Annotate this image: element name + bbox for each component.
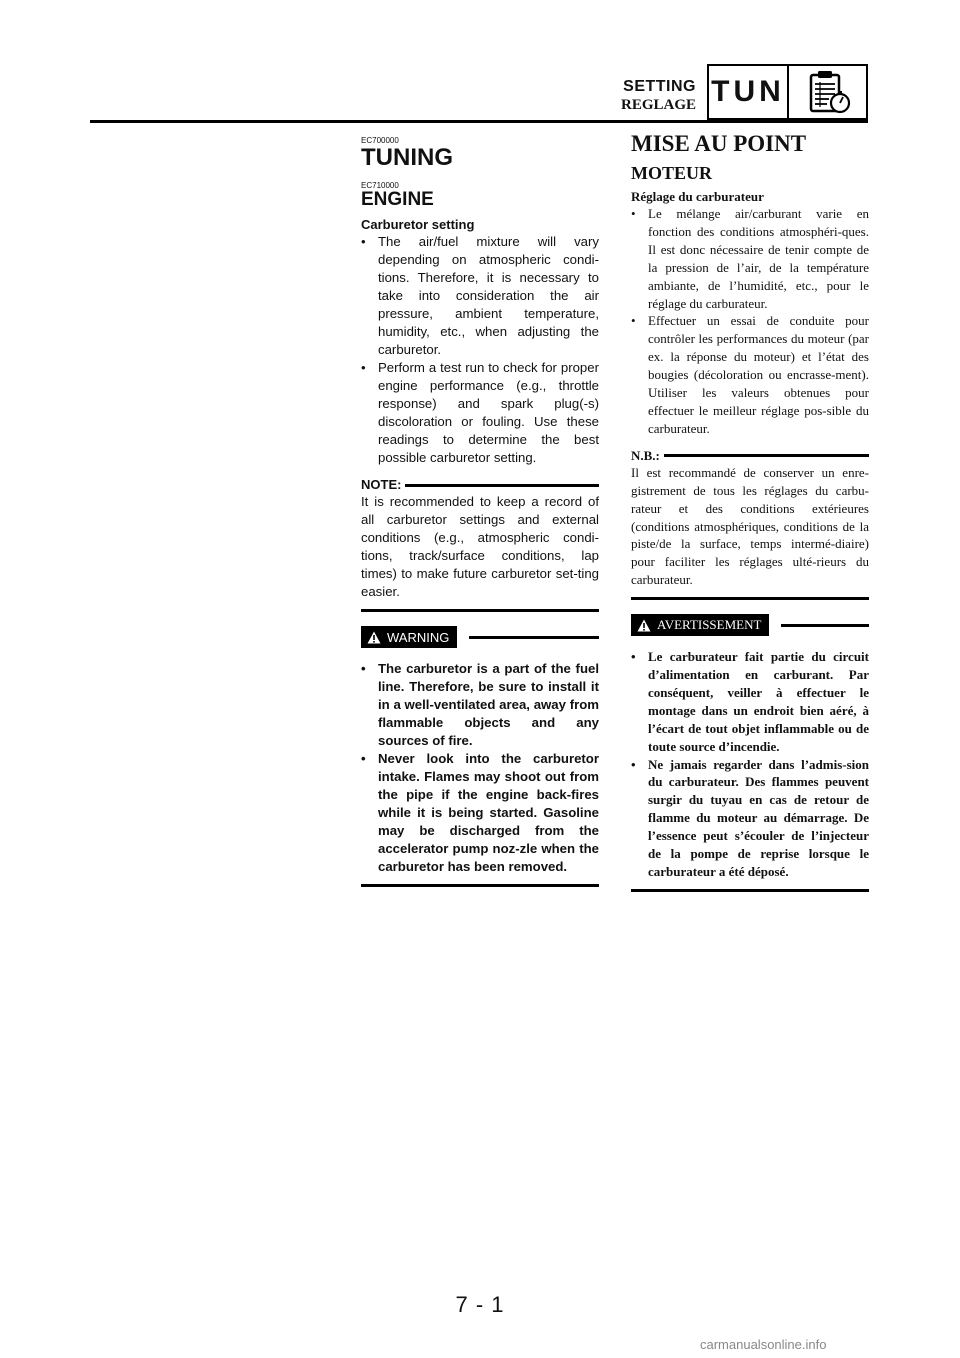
warning-badge-en — [361, 626, 457, 648]
bullet-list-en — [361, 233, 599, 467]
list-item: • Never look into the carburetor intake. Flames may shoot out from the pipe if the engine back-fires while it is being started. Gasoline may be discharged from the accelerator pump noz-zle when the carburetor has been removed. — [361, 750, 599, 876]
section-labels — [560, 78, 696, 114]
subtitle-en: ENGINE — [361, 189, 434, 210]
page-number: 7 - 1 — [455, 1292, 505, 1317]
note-end-rule — [361, 609, 599, 612]
english-column — [361, 136, 599, 887]
note-rule — [664, 454, 869, 457]
warning-triangle-icon — [367, 631, 381, 644]
warning-rule — [781, 624, 869, 627]
section-label-fr: REGLAGE — [620, 97, 696, 113]
topic-heading-en: Carburetor setting — [361, 217, 475, 232]
warning-end-rule — [361, 884, 599, 887]
note-end-rule — [631, 597, 869, 600]
page-title-en: TUNING — [361, 144, 453, 171]
list-item: • Effectuer un essai de conduite pour contrôler les performances du moteur (par ex. la réponse du moteur) et l’état des bougies (décoloration ou encrasse-ment). Utiliser les valeurs obtenues pour effectuer le meilleur réglage pos-sible du carburateur. — [631, 312, 869, 437]
note-label-fr: N.B.: — [631, 447, 660, 463]
page-title-fr: MISE AU POINT — [631, 131, 807, 156]
warning-label-fr: AVERTISSEMENT — [657, 617, 762, 633]
header-rule — [90, 120, 868, 123]
list-item: • Perform a test run to check for proper engine performance (e.g., throttle response) and spark plug(-s) discoloration or fouling. Use these readings to determine the best possible carburetor setting. — [361, 359, 599, 467]
section-code-en: EC700000 — [361, 136, 399, 145]
list-item: • Le carburateur fait partie du circuit d’alimentation en carburant. Par conséquent, veiller à effectuer le montage dans un endroit bien aéré, à l’écart de tout objet inflammable ou de toute source d’incendie. — [631, 648, 869, 755]
subtitle-fr: MOTEUR — [631, 163, 712, 183]
list-item: • The air/fuel mixture will vary depending on atmospheric condi-tions. Therefore, it is necessary to take into consideration the air pressure, ambient temperature, humidity, etc., when adjusting the carburetor. — [361, 233, 599, 359]
warning-label-en: WARNING — [387, 629, 450, 645]
warning-badge-fr — [631, 614, 769, 636]
warning-list-fr — [631, 648, 869, 881]
section-code-box — [707, 64, 789, 120]
note-rule — [405, 484, 599, 487]
warning-header-en — [361, 626, 599, 648]
watermark-text: carmanualsonline.info — [700, 1337, 827, 1352]
note-header-fr — [631, 448, 869, 464]
section-code: TUN — [711, 75, 785, 108]
note-header-en — [361, 477, 599, 493]
warning-end-rule — [631, 889, 869, 892]
section-label-en: SETTING — [623, 78, 696, 95]
bullet-list-fr — [631, 205, 869, 438]
list-item: • Ne jamais regarder dans l’admis-sion du carburateur. Des flammes peuvent surgir du tuyau en cas de retour de flamme du moteur au démarrage. De l’essence peut s’écouler de l’injecteur de la pompe de reprise lorsque le carburateur a été déposé. — [631, 756, 869, 881]
warning-triangle-icon — [637, 619, 651, 632]
note-label-en: NOTE: — [361, 477, 402, 492]
warning-rule — [469, 636, 599, 639]
note-text-fr: Il est recommandé de conserver un enre-gistrement de tous les réglages du carbu-rateur et des conditions extérieures (conditions atmosphériques, conditions de la piste/de la surface, temps intermé-diaire) pour faciliter les réglages ulté-rieurs du carburateur. — [631, 464, 869, 588]
topic-heading-fr: Réglage du carburateur — [631, 189, 764, 204]
french-column — [631, 130, 869, 892]
note-text-en: It is recommended to keep a record of all carburetor settings and external conditions (e.g., atmospheric condi-tions, track/surface conditions, lap times) to make future carburetor set-ting easier. — [361, 494, 599, 599]
warning-header-fr — [631, 614, 869, 636]
list-item: • The carburetor is a part of the fuel line. Therefore, be sure to install it in a well-ventilated area, away from flammable objects and any sources of fire. — [361, 660, 599, 750]
section-icon-box — [787, 64, 868, 120]
subsection-code-en: EC710000 — [361, 181, 399, 190]
list-item: • Le mélange air/carburant varie en fonction des conditions atmosphéri-ques. Il est donc nécessaire de tenir compte de la pression de l’air, de la température ambiante, de l’humidité, etc., pour le réglage du carburateur. — [631, 205, 869, 312]
warning-list-en — [361, 660, 599, 876]
clipboard-stopwatch-icon — [803, 69, 853, 115]
